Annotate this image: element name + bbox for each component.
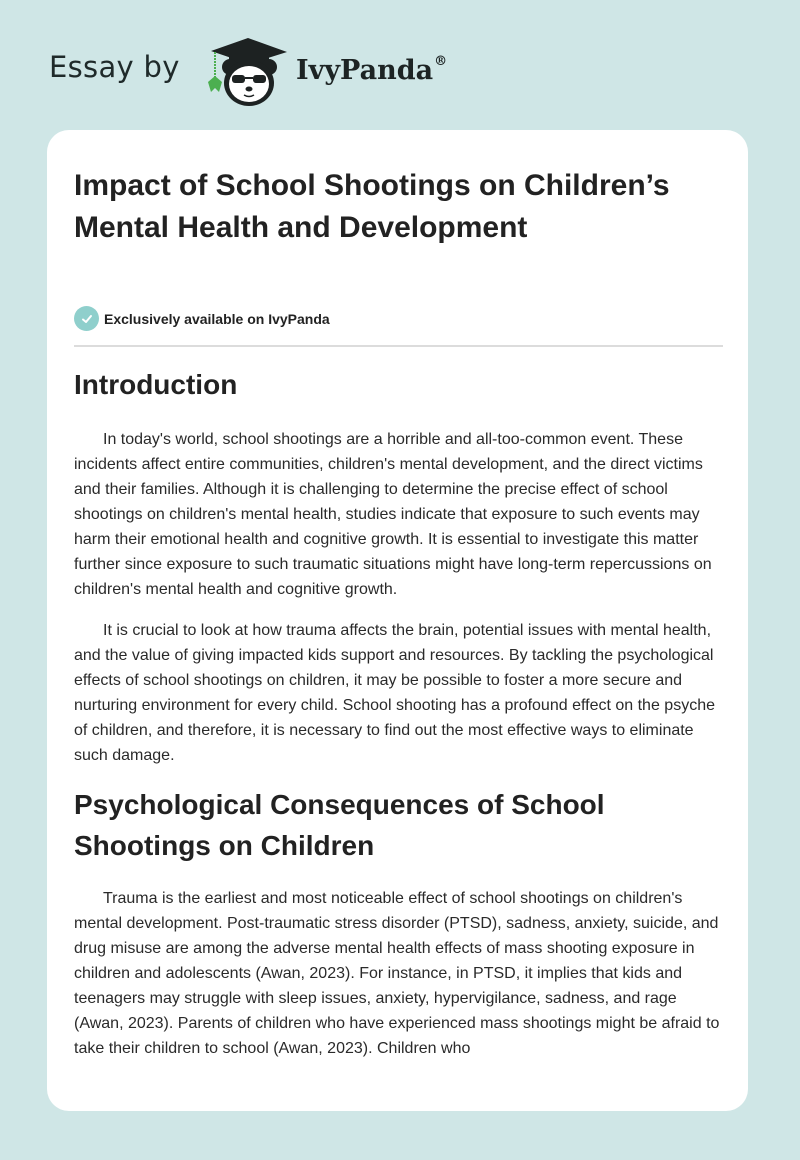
essay-by-label: Essay by: [49, 50, 180, 84]
divider: [74, 345, 723, 347]
paragraph: Trauma is the earliest and most noticeable effect of school shootings on children's mental development. Post-traumatic stress disorder (PTSD), sadness, anxiety, suicide, and drug misuse are among the adverse mental health effects of mass shooting exposure in children and adolescents (Awan, 2023). For instance, in PTSD, it implies that kids and teenagers may struggle with sleep issues, anxiety, hypervigilance, sadness, and rage (Awan, 2023). Parents of children who have experienced mass shootings might be afraid to take their children to school (Awan, 2023). Children who: [74, 890, 720, 1057]
site-header: [0, 0, 800, 130]
page-title: Impact of School Shootings on Children’s Mental Health and Development: [74, 169, 670, 244]
exclusive-badge-text: Exclusively available on IvyPanda: [104, 310, 330, 327]
section-heading-introduction: Introduction: [74, 369, 238, 400]
essay-card: [47, 130, 748, 1111]
paragraph: It is crucial to look at how trauma affects the brain, potential issues with mental health, and the value of giving impacted kids support and resources. By tackling the psychological effects of school shootings on children, it may be possible to foster a more secure and nurturing environment for every child. School shooting has a profound effect on the psyche of children, and therefore, it is necessary to find out the most effective ways to eliminate such damage.: [74, 622, 715, 764]
paragraph: In today's world, school shootings are a horrible and all-too-common event. These incidents affect entire communities, children's mental development, and the direct victims and their families. Although it is challenging to determine the precise effect of school shootings on children's mental health, studies indicate that exposure to such events may harm their emotional health and cognitive growth. It is essential to investigate this matter further since exposure to such traumatic situations might have long-term repercussions on children's mental health and cognitive growth.: [74, 431, 712, 598]
brand-name: IvyPanda: [296, 55, 434, 86]
brand-logo-text[interactable]: [296, 55, 447, 86]
registered-mark: ®: [434, 54, 448, 69]
panda-graduation-cap-icon[interactable]: [203, 36, 293, 108]
section-heading-psychological-consequences: Psychological Consequences of School Shootings on Children: [74, 789, 605, 861]
check-circle-icon: [74, 306, 99, 331]
exclusive-badge: [74, 306, 330, 331]
